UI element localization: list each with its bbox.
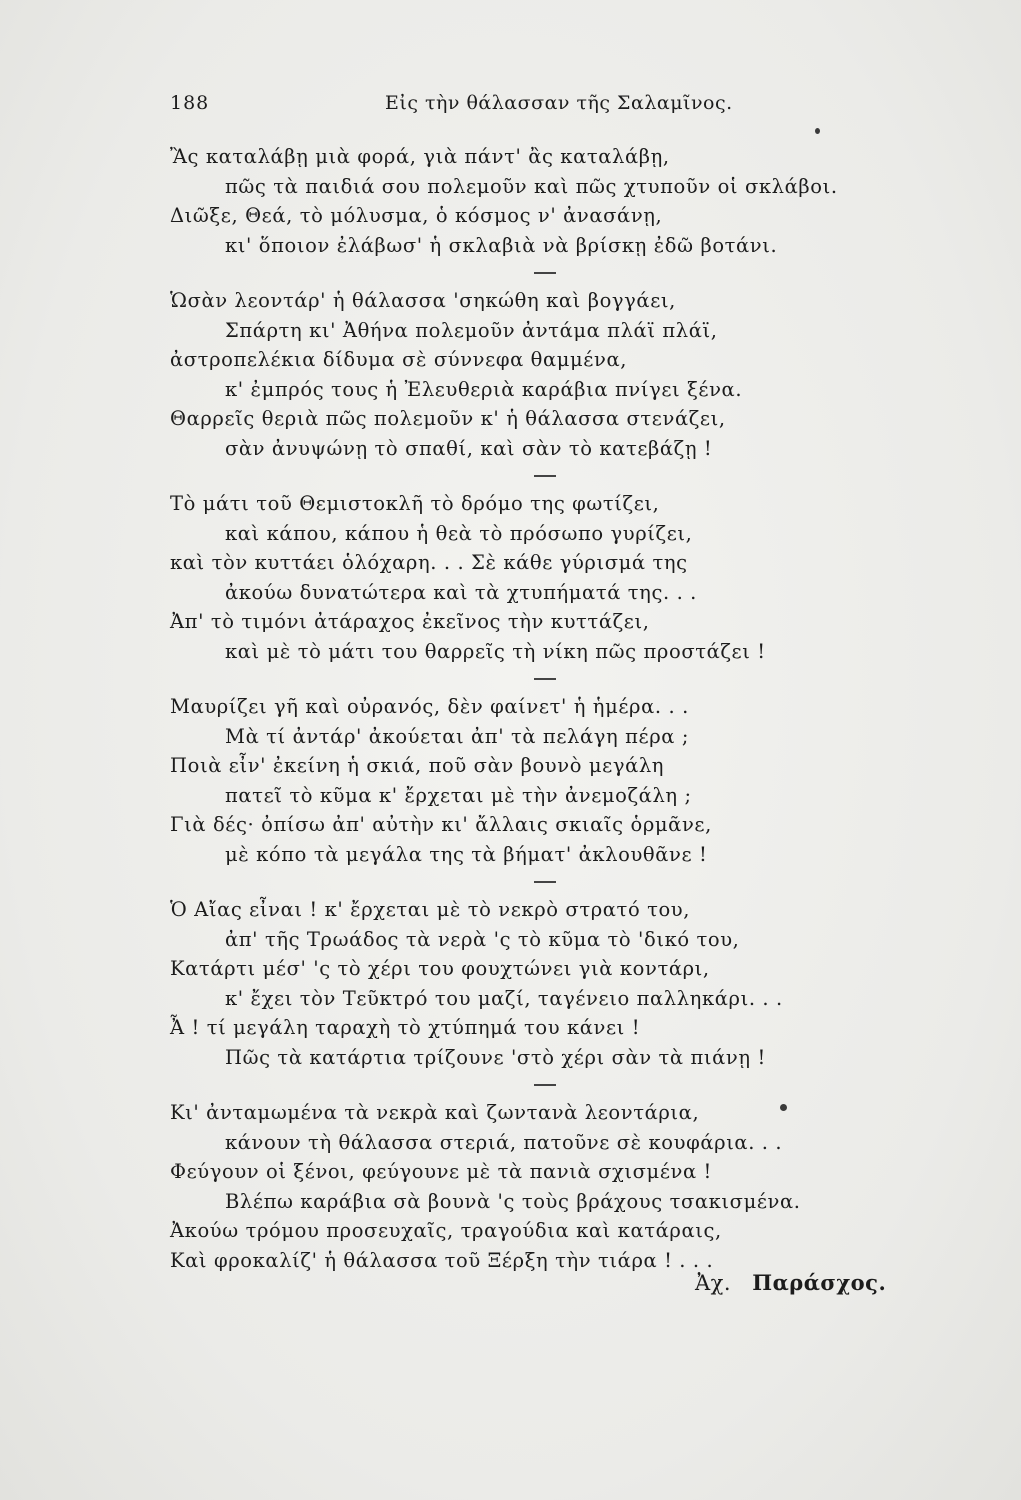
poem-line: κ' ἔχει τὸν Τεῦκτρό του μαζί, ταγένειο παλληκάρι. . . xyxy=(225,986,783,1010)
poem-line: Θαρρεῖς θεριὰ πῶς πολεμοῦν κ' ἡ θάλασσα στενάζει, xyxy=(170,407,726,430)
running-title: Εἰς τὴν θάλασσαν τῆς Σαλαμῖνος. xyxy=(385,92,733,114)
poem xyxy=(170,142,860,1275)
poem-line: Φεύγουν οἱ ξένοι, φεύγουνε μὲ τὰ πανιὰ σχισμένα ! xyxy=(170,1160,712,1183)
poem-line: μὲ κόπο τὰ μεγάλα της τὰ βήματ' ἀκλουθᾶνε ! xyxy=(225,842,708,866)
poem-line: Τὸ μάτι τοῦ Θεμιστοκλῆ τὸ δρόμο της φωτίζει, xyxy=(170,492,660,515)
poem-line: πατεῖ τὸ κῦμα κ' ἔρχεται μὲ τὴν ἀνεμοζάλη ; xyxy=(225,783,692,807)
poem-line: ἀπ' τῆς Τρωάδος τὰ νερὰ 'ς τὸ κῦμα τὸ 'δικό του, xyxy=(225,927,740,951)
poem-line: Ἂς καταλάβῃ μιὰ φορά, γιὰ πάντ' ἂς καταλάβῃ, xyxy=(170,145,670,168)
stanza-separator xyxy=(534,881,556,883)
stanza xyxy=(170,895,860,1072)
poem-line: Καὶ φροκαλίζ' ἡ θάλασσα τοῦ Ξέρξη τὴν τιάρα ! . . . xyxy=(170,1248,714,1272)
poem-line: κ' ἐμπρός τους ἡ Ἐλευθεριὰ καράβια πνίγει ξένα. xyxy=(225,377,743,401)
stanza-separator xyxy=(534,475,556,477)
poem-line: καὶ μὲ τὸ μάτι του θαρρεῖς τὴ νίκη πῶς προστάζει ! xyxy=(225,639,766,663)
poem-line: Κι' ἀνταμωμένα τὰ νεκρὰ καὶ ζωντανὰ λεοντάρια, xyxy=(170,1101,700,1124)
poem-line: Διῶξε, Θεά, τὸ μόλυσμα, ὁ κόσμος ν' ἀνασάνῃ, xyxy=(170,204,663,227)
poem-line: Κατάρτι μέσ' 'ς τὸ χέρι του φουχτώνει γιὰ κοντάρι, xyxy=(170,957,710,980)
stanza xyxy=(170,142,860,260)
poem-line: καὶ τὸν κυττάει ὁλόχαρη. . . Σὲ κάθε γύρισμά της xyxy=(170,551,688,574)
author-initial: Ἀχ. xyxy=(695,1271,732,1295)
stanza xyxy=(170,489,860,666)
poem-line: Ἀκούω τρόμου προσευχαῖς, τραγούδια καὶ κατάραις, xyxy=(170,1219,722,1242)
poem-line: Ὁ Αἴας εἶναι ! κ' ἔρχεται μὲ τὸ νεκρὸ στρατό του, xyxy=(170,898,691,921)
poem-line: Μὰ τί ἀντάρ' ἀκούεται ἀπ' τὰ πελάγη πέρα ; xyxy=(225,724,690,748)
poem-line: Ποιὰ εἶν' ἐκείνη ἡ σκιά, ποῦ σὰν βουνὸ μεγάλη xyxy=(170,754,665,777)
poem-line: καὶ κάπου, κάπου ἡ θεὰ τὸ πρόσωπο γυρίζει, xyxy=(225,521,693,545)
stanza-separator xyxy=(534,678,556,680)
page-number: 188 xyxy=(170,92,210,114)
author-signature xyxy=(695,1270,935,1295)
poem-line: ἀστροπελέκια δίδυμα σὲ σύννεφα θαμμένα, xyxy=(170,348,628,371)
stanza xyxy=(170,692,860,869)
stanza-separator xyxy=(534,1084,556,1086)
page-header xyxy=(170,92,870,124)
poem-line: κάνουν τὴ θάλασσα στεριά, πατοῦνε σὲ κουφάρια. . . xyxy=(225,1130,783,1154)
ink-spot xyxy=(780,1104,787,1111)
poem-line: Μαυρίζει γῆ καὶ οὐρανός, δὲν φαίνετ' ἡ ἡμέρα. . . xyxy=(170,695,689,718)
poem-line: Ὡσὰν λεοντάρ' ἡ θάλασσα 'σηκώθη καὶ βογγάει, xyxy=(170,289,676,312)
poem-line: Ἀπ' τὸ τιμόνι ἀτάραχος ἐκεῖνος τὴν κυττάζει, xyxy=(170,610,650,633)
author-surname: Παράσχος. xyxy=(752,1270,887,1295)
ink-spot xyxy=(815,128,820,134)
stanza xyxy=(170,1098,860,1275)
poem-line: ἀκούω δυνατώτερα καὶ τὰ χτυπήματά της. . . xyxy=(225,580,697,604)
poem-line: κι' ὅποιον ἐλάβωσ' ἡ σκλαβιὰ νὰ βρίσκῃ ἐδῶ βοτάνι. xyxy=(225,233,778,257)
stanza-separator xyxy=(534,272,556,274)
poem-line: Γιὰ δές· ὀπίσω ἀπ' αὐτὴν κι' ἄλλαις σκιαῖς ὁρμᾶνε, xyxy=(170,813,712,836)
poem-line: Ἆ ! τί μεγάλη ταραχὴ τὸ χτύπημά του κάνει ! xyxy=(170,1016,641,1039)
poem-line: Βλέπω καράβια σὰ βουνὰ 'ς τοὺς βράχους τσακισμένα. xyxy=(225,1189,801,1213)
stanza xyxy=(170,286,860,463)
poem-line: Πῶς τὰ κατάρτια τρίζουνε 'στὸ χέρι σὰν τὰ πιάνῃ ! xyxy=(225,1045,766,1069)
poem-line: Σπάρτη κι' Ἀθήνα πολεμοῦν ἀντάμα πλάϊ πλάϊ, xyxy=(225,318,718,342)
poem-line: πῶς τὰ παιδιά σου πολεμοῦν καὶ πῶς χτυποῦν οἱ σκλάβοι. xyxy=(225,174,838,198)
poem-line: σὰν ἀνυψώνῃ τὸ σπαθί, καὶ σὰν τὸ κατεβάζῃ ! xyxy=(225,436,713,460)
